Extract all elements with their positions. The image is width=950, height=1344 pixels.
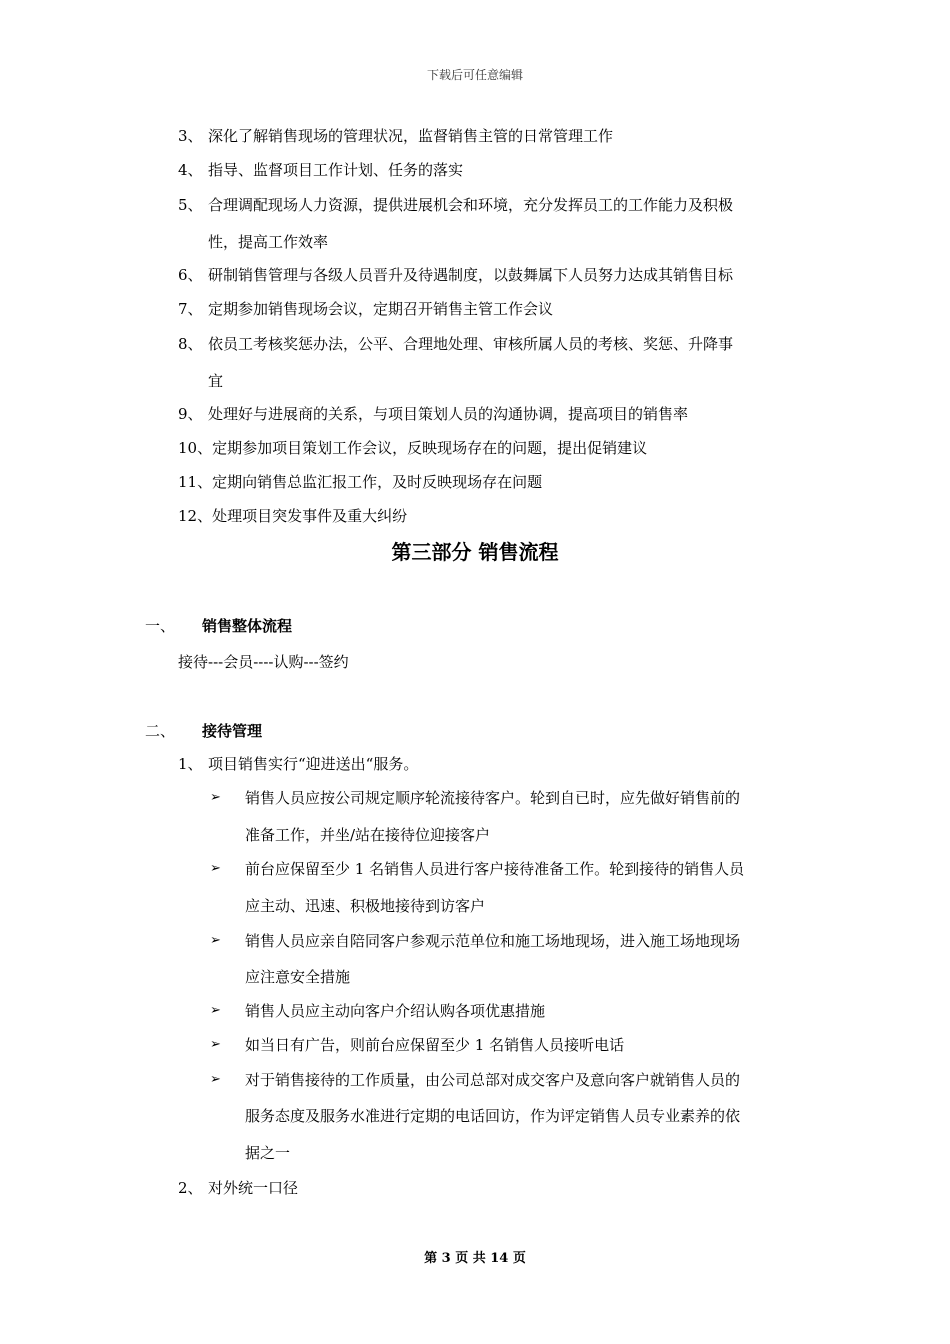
bullet-text: 对于销售接待的工作质量，由公司总部对成交客户及意向客户就销售人员的 [245,1071,741,1089]
bullet-arrow-icon: ➢ [210,861,221,876]
list-item [178,160,463,180]
item-number: 2、 [178,1179,203,1197]
section-label: 接待管理 [202,722,263,740]
list-item [178,299,553,319]
bullet-text: 应主动、迅速、积极地接待到访客户 [245,897,486,915]
bullet-arrow-icon: ➢ [210,790,221,805]
item-text: 依员工考核奖惩办法，公平、合理地处理、审核所属人员的考核、奖惩、升降事 [208,335,734,353]
item-text: 对外统一口径 [208,1179,299,1197]
item-number: 1、 [178,755,203,773]
item-number: 4、 [178,161,203,179]
part-title: 第三部分 销售流程 [391,540,559,564]
bullet-arrow-icon: ➢ [210,1072,221,1087]
list-item [178,506,407,526]
list-item [178,404,688,424]
item-text: 定期向销售总监汇报工作，及时反映现场存在问题 [212,473,543,491]
bullet-text: 销售人员应亲自陪同客户参观示范单位和施工场地现场，进入施工场地现场 [245,932,741,950]
section-marker: 二、 [145,722,176,740]
bullet-text: 据之一 [245,1144,291,1162]
list-item [178,1178,298,1198]
item-number: 7、 [178,300,203,318]
item-text: 指导、监督项目工作计划、任务的落实 [208,161,464,179]
item-number: 9、 [178,405,203,423]
item-text: 定期参加销售现场会议，定期召开销售主管工作会议 [208,300,554,318]
flow-text: 接待---会员----认购---签约 [178,653,349,671]
item-continuation: 性，提高工作效率 [208,233,329,251]
list-item [178,126,613,146]
item-number: 12、 [178,507,213,525]
page-footer: 第 3 页 共 14 页 [424,1251,526,1266]
item-text: 定期参加项目策划工作会议，反映现场存在的问题，提出促销建议 [212,439,648,457]
list-item [178,195,733,215]
item-text: 项目销售实行“迎进送出“服务。 [208,755,419,773]
list-item [178,472,542,492]
item-number: 3、 [178,127,203,145]
bullet-arrow-icon: ➢ [210,933,221,948]
item-continuation: 宜 [208,372,224,390]
list-item [178,438,647,458]
item-text: 处理项目突发事件及重大纠纷 [212,507,408,525]
section-heading [145,721,262,741]
item-number: 6、 [178,266,203,284]
bullet-text: 服务态度及服务水准进行定期的电话回访，作为评定销售人员专业素养的依 [245,1107,741,1125]
bullet-text: 准备工作，并坐/站在接待位迎接客户 [245,826,491,844]
list-item [178,334,733,354]
bullet-text: 销售人员应按公司规定顺序轮流接待客户。轮到自已时，应先做好销售前的 [245,789,741,807]
item-number: 8、 [178,335,203,353]
item-number: 11、 [178,473,213,491]
bullet-text: 应注意安全措施 [245,968,351,986]
list-item [178,265,733,285]
item-text: 处理好与进展商的关系，与项目策划人员的沟通协调，提高项目的销售率 [208,405,689,423]
item-number: 10、 [178,439,213,457]
list-item [178,754,418,774]
bullet-text: 如当日有广告，则前台应保留至少 1 名销售人员接听电话 [245,1036,625,1054]
page-header: 下载后可任意编辑 [426,68,523,82]
bullet-arrow-icon: ➢ [210,1003,221,1018]
bullet-arrow-icon: ➢ [210,1037,221,1052]
bullet-text: 前台应保留至少 1 名销售人员进行客户接待准备工作。轮到接待的销售人员 [245,860,745,878]
item-text: 研制销售管理与各级人员晋升及待遇制度，以鼓舞属下人员努力达成其销售目标 [208,266,734,284]
section-heading [145,616,292,636]
item-text: 深化了解销售现场的管理状况，监督销售主管的日常管理工作 [208,127,614,145]
item-text: 合理调配现场人力资源，提供进展机会和环境，充分发挥员工的工作能力及积极 [208,196,734,214]
item-number: 5、 [178,196,203,214]
section-label: 销售整体流程 [202,617,293,635]
section-marker: 一、 [145,617,176,635]
bullet-text: 销售人员应主动向客户介绍认购各项优惠措施 [245,1002,546,1020]
